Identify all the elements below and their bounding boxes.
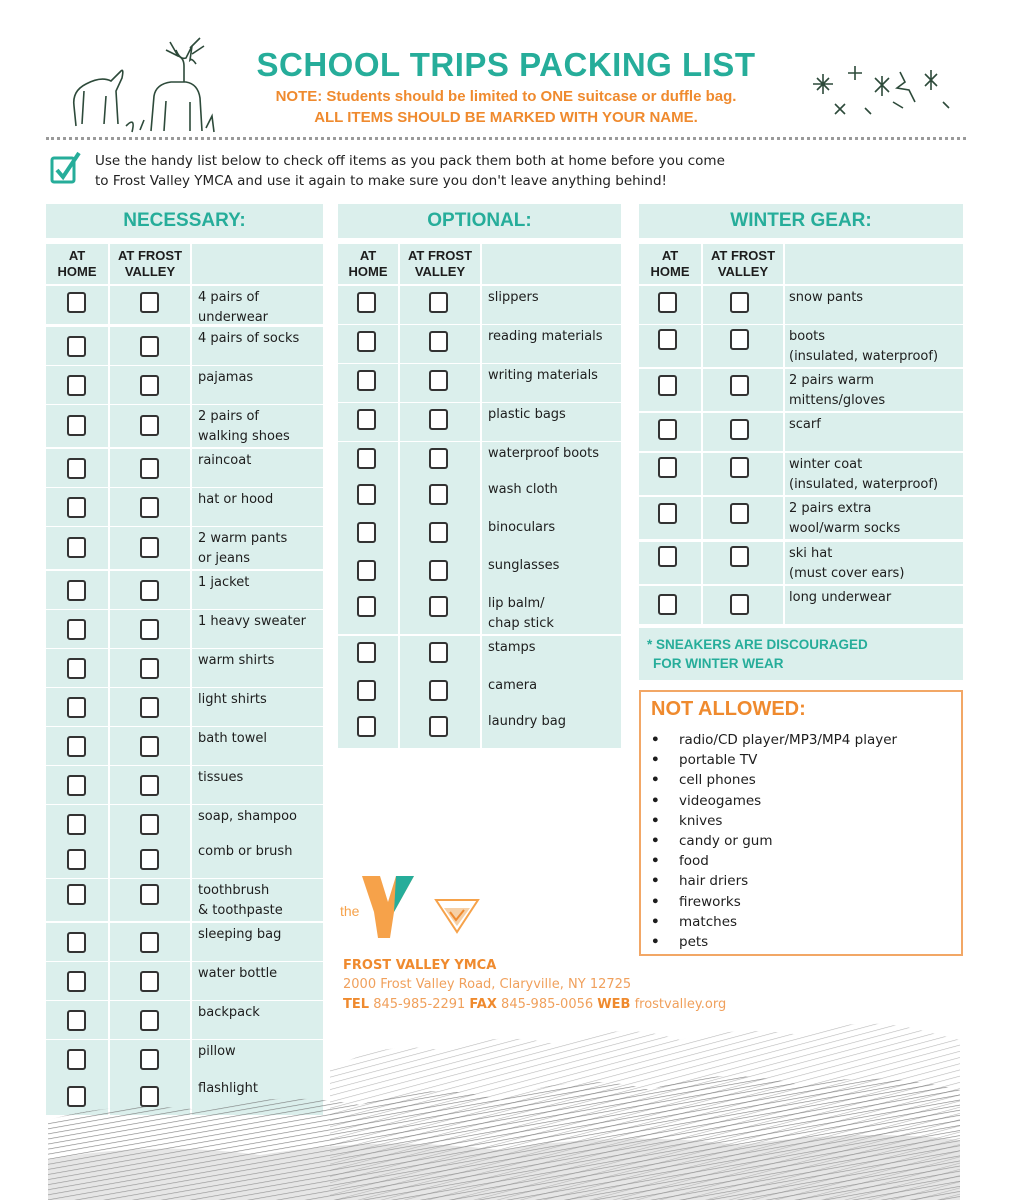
at-frost-checkbox[interactable] <box>140 619 159 640</box>
item-label: soap, shampoo <box>198 809 298 824</box>
at-home-checkbox[interactable] <box>67 375 86 396</box>
at-home-checkbox[interactable] <box>357 596 376 617</box>
at-home-checkbox[interactable] <box>67 971 86 992</box>
header-at-frost-line: AT FROST <box>117 248 183 263</box>
at-frost-checkbox[interactable] <box>140 697 159 718</box>
optional-item-header <box>482 244 621 284</box>
footer-org-name: FROST VALLEY YMCA <box>343 958 497 973</box>
header-at-line: AT <box>661 248 679 263</box>
web-url: frostvalley.org <box>634 997 727 1012</box>
item-label: pillow <box>198 1044 236 1059</box>
at-frost-checkbox[interactable] <box>140 849 159 870</box>
at-frost-checkbox[interactable] <box>140 458 159 479</box>
necessary-at-home-header <box>46 244 108 284</box>
at-frost-checkbox[interactable] <box>429 522 448 543</box>
tel-number: 845-985-2291 <box>373 997 466 1012</box>
optional-at-home-header <box>338 244 398 284</box>
at-frost-checkbox[interactable] <box>140 884 159 905</box>
at-frost-checkbox[interactable] <box>429 484 448 505</box>
at-frost-checkbox[interactable] <box>429 560 448 581</box>
not-allowed-heading: NOT ALLOWED: <box>651 698 806 720</box>
at-home-checkbox[interactable] <box>357 331 376 352</box>
not-allowed-box <box>639 690 963 956</box>
list-item: • fireworks <box>651 893 741 910</box>
at-frost-checkbox[interactable] <box>140 932 159 953</box>
item-label: 1 jacket <box>198 575 250 590</box>
at-frost-checkbox[interactable] <box>730 503 749 524</box>
at-frost-checkbox[interactable] <box>730 419 749 440</box>
at-frost-checkbox[interactable] <box>429 596 448 617</box>
note-line-1: NOTE: Students should be limited to ONE suitcase or duffle bag. <box>275 88 737 105</box>
list-item: • candy or gum <box>651 833 773 850</box>
item-label: hat or hood <box>198 492 274 507</box>
at-home-checkbox[interactable] <box>357 560 376 581</box>
item-label: wash cloth <box>488 482 558 497</box>
at-home-checkbox[interactable] <box>357 716 376 737</box>
list-item: • videogames <box>651 792 762 809</box>
at-frost-checkbox[interactable] <box>140 375 159 396</box>
at-frost-checkbox[interactable] <box>730 329 749 350</box>
intro-line-1: Use the handy list below to check off items as you pack them both at home before you come <box>95 153 725 169</box>
at-frost-checkbox[interactable] <box>429 292 448 313</box>
item-label: waterproof boots <box>488 446 599 461</box>
list-item: • radio/CD player/MP3/MP4 player <box>651 732 898 748</box>
at-home-checkbox[interactable] <box>357 448 376 469</box>
item-label: light shirts <box>198 692 267 707</box>
at-frost-checkbox[interactable] <box>429 370 448 391</box>
footer-address: 2000 Frost Valley Road, Claryville, NY 12725 <box>343 977 632 992</box>
at-home-checkbox[interactable] <box>67 736 86 757</box>
item-label: tissues <box>198 770 244 785</box>
header-home-line: HOME <box>650 264 690 279</box>
item-label: snow pants <box>789 290 864 305</box>
fax-label: FAX <box>469 997 497 1012</box>
list-item: • knives <box>651 812 723 829</box>
at-home-checkbox[interactable] <box>67 884 86 905</box>
at-frost-checkbox[interactable] <box>730 594 749 615</box>
header-home-line: HOME <box>57 264 97 279</box>
at-home-checkbox[interactable] <box>67 580 86 601</box>
at-frost-checkbox[interactable] <box>140 336 159 357</box>
logo-the-text: the <box>340 903 360 919</box>
header-valley-line: VALLEY <box>717 264 769 279</box>
item-label: laundry bag <box>488 714 566 729</box>
item-label: comb or brush <box>198 844 293 859</box>
at-frost-checkbox[interactable] <box>140 497 159 518</box>
at-home-checkbox[interactable] <box>357 370 376 391</box>
necessary-heading: NECESSARY: <box>46 204 323 238</box>
at-home-checkbox[interactable] <box>67 775 86 796</box>
header-valley-line: VALLEY <box>124 264 176 279</box>
item-label: camera <box>488 678 538 693</box>
item-label: raincoat <box>198 453 252 468</box>
list-item: • food <box>651 853 709 870</box>
winter-note-line-1: * SNEAKERS ARE DISCOURAGED <box>647 637 868 652</box>
item-label: stamps <box>488 640 536 655</box>
at-home-checkbox[interactable] <box>67 537 86 558</box>
item-label: sunglasses <box>488 558 560 573</box>
item-label: bath towel <box>198 731 267 746</box>
winter-note <box>639 628 963 680</box>
not-allowed-list <box>651 730 897 952</box>
item-label: ski hat (must cover ears) <box>789 546 905 581</box>
item-label: reading materials <box>488 329 603 344</box>
at-home-checkbox[interactable] <box>658 329 677 350</box>
page-header <box>0 0 1012 140</box>
winter-note-line-2: FOR WINTER WEAR <box>653 656 784 671</box>
item-label: 2 pairs extra wool/warm socks <box>789 501 901 536</box>
at-frost-checkbox[interactable] <box>429 409 448 430</box>
item-label: writing materials <box>488 368 598 383</box>
at-frost-checkbox[interactable] <box>140 971 159 992</box>
at-frost-checkbox[interactable] <box>140 736 159 757</box>
necessary-item-header <box>192 244 323 284</box>
at-home-checkbox[interactable] <box>658 546 677 567</box>
at-frost-checkbox[interactable] <box>429 448 448 469</box>
at-home-checkbox[interactable] <box>357 484 376 505</box>
at-frost-checkbox[interactable] <box>429 680 448 701</box>
item-label: 4 pairs of socks <box>198 331 300 346</box>
item-label: 2 pairs warm mittens/gloves <box>789 373 886 408</box>
item-label: warm shirts <box>198 653 275 668</box>
at-frost-checkbox[interactable] <box>140 775 159 796</box>
at-frost-checkbox[interactable] <box>140 292 159 313</box>
at-home-checkbox[interactable] <box>67 932 86 953</box>
at-home-checkbox[interactable] <box>357 680 376 701</box>
ymca-logo-icon <box>340 872 422 940</box>
item-label: sleeping bag <box>198 927 282 942</box>
winter-item-header <box>785 244 963 284</box>
necessary-at-frost-header <box>110 244 190 284</box>
at-home-checkbox[interactable] <box>658 375 677 396</box>
at-frost-checkbox[interactable] <box>429 716 448 737</box>
header-at-frost-line: AT FROST <box>407 248 473 263</box>
at-home-checkbox[interactable] <box>658 457 677 478</box>
list-item: • pets <box>651 934 709 951</box>
at-home-checkbox[interactable] <box>67 336 86 357</box>
web-label: WEB <box>597 997 631 1012</box>
item-label: backpack <box>198 1005 260 1020</box>
intro-text <box>95 151 875 191</box>
header-at-frost-line: AT FROST <box>710 248 776 263</box>
list-item: • cell phones <box>651 772 756 789</box>
page-title: SCHOOL TRIPS PACKING LIST <box>256 46 756 83</box>
checkbox-checked-icon <box>50 150 82 184</box>
note-line-2: ALL ITEMS SHOULD BE MARKED WITH YOUR NAME. <box>314 109 698 126</box>
at-frost-checkbox[interactable] <box>730 292 749 313</box>
at-frost-checkbox[interactable] <box>429 642 448 663</box>
item-label: plastic bags <box>488 407 566 422</box>
dotted-divider <box>46 137 966 140</box>
at-home-checkbox[interactable] <box>67 415 86 436</box>
at-home-checkbox[interactable] <box>67 849 86 870</box>
at-home-checkbox[interactable] <box>658 292 677 313</box>
at-home-checkbox[interactable] <box>67 619 86 640</box>
item-label: slippers <box>488 290 539 305</box>
optional-heading: OPTIONAL: <box>338 204 621 238</box>
header-valley-line: VALLEY <box>414 264 466 279</box>
item-label: 2 warm pants or jeans <box>198 531 288 566</box>
at-home-checkbox[interactable] <box>67 458 86 479</box>
item-label: flashlight <box>198 1081 258 1096</box>
at-frost-checkbox[interactable] <box>730 457 749 478</box>
item-label: water bottle <box>198 966 278 981</box>
at-home-checkbox[interactable] <box>357 409 376 430</box>
item-label: winter coat (insulated, waterproof) <box>789 457 939 492</box>
winter-at-home-header <box>639 244 701 284</box>
at-frost-checkbox[interactable] <box>730 375 749 396</box>
fax-number: 845-985-0056 <box>501 997 594 1012</box>
item-label: lip balm/ chap stick <box>488 596 554 631</box>
at-home-checkbox[interactable] <box>67 292 86 313</box>
at-frost-checkbox[interactable] <box>140 658 159 679</box>
at-frost-checkbox[interactable] <box>140 580 159 601</box>
header-at-line: AT <box>68 248 86 263</box>
item-label: toothbrush & toothpaste <box>198 883 283 918</box>
header-at-line: AT <box>359 248 377 263</box>
item-label: pajamas <box>198 370 254 385</box>
camp-emblem-icon <box>432 894 482 934</box>
at-home-checkbox[interactable] <box>658 594 677 615</box>
at-home-checkbox[interactable] <box>357 642 376 663</box>
winter-at-frost-header <box>703 244 783 284</box>
item-label: 2 pairs of walking shoes <box>198 409 290 444</box>
at-home-checkbox[interactable] <box>67 497 86 518</box>
header-home-line: HOME <box>348 264 388 279</box>
at-home-checkbox[interactable] <box>67 658 86 679</box>
item-label: long underwear <box>789 590 892 605</box>
intro-line-2: to Frost Valley YMCA and use it again to make sure you don't leave anything behind! <box>95 173 667 189</box>
list-item: • hair driers <box>651 873 749 890</box>
item-label: 1 heavy sweater <box>198 614 306 629</box>
at-frost-checkbox[interactable] <box>730 546 749 567</box>
at-frost-checkbox[interactable] <box>429 331 448 352</box>
item-label: 4 pairs of underwear <box>198 290 269 325</box>
optional-at-frost-header <box>400 244 480 284</box>
item-label: scarf <box>789 417 821 432</box>
at-home-checkbox[interactable] <box>658 419 677 440</box>
at-frost-checkbox[interactable] <box>140 415 159 436</box>
winter-gear-heading: WINTER GEAR: <box>639 204 963 238</box>
tel-label: TEL <box>343 997 370 1012</box>
item-label: binoculars <box>488 520 556 535</box>
stars-illustration-icon <box>805 58 955 128</box>
at-home-checkbox[interactable] <box>357 292 376 313</box>
list-item: • portable TV <box>651 752 758 769</box>
list-item: • matches <box>651 913 738 930</box>
at-home-checkbox[interactable] <box>658 503 677 524</box>
at-frost-checkbox[interactable] <box>140 814 159 835</box>
at-home-checkbox[interactable] <box>357 522 376 543</box>
mountain-sketch-illustration-icon <box>0 1010 1012 1200</box>
at-home-checkbox[interactable] <box>67 814 86 835</box>
at-home-checkbox[interactable] <box>67 697 86 718</box>
at-frost-checkbox[interactable] <box>140 537 159 558</box>
item-label: boots (insulated, waterproof) <box>789 329 939 364</box>
